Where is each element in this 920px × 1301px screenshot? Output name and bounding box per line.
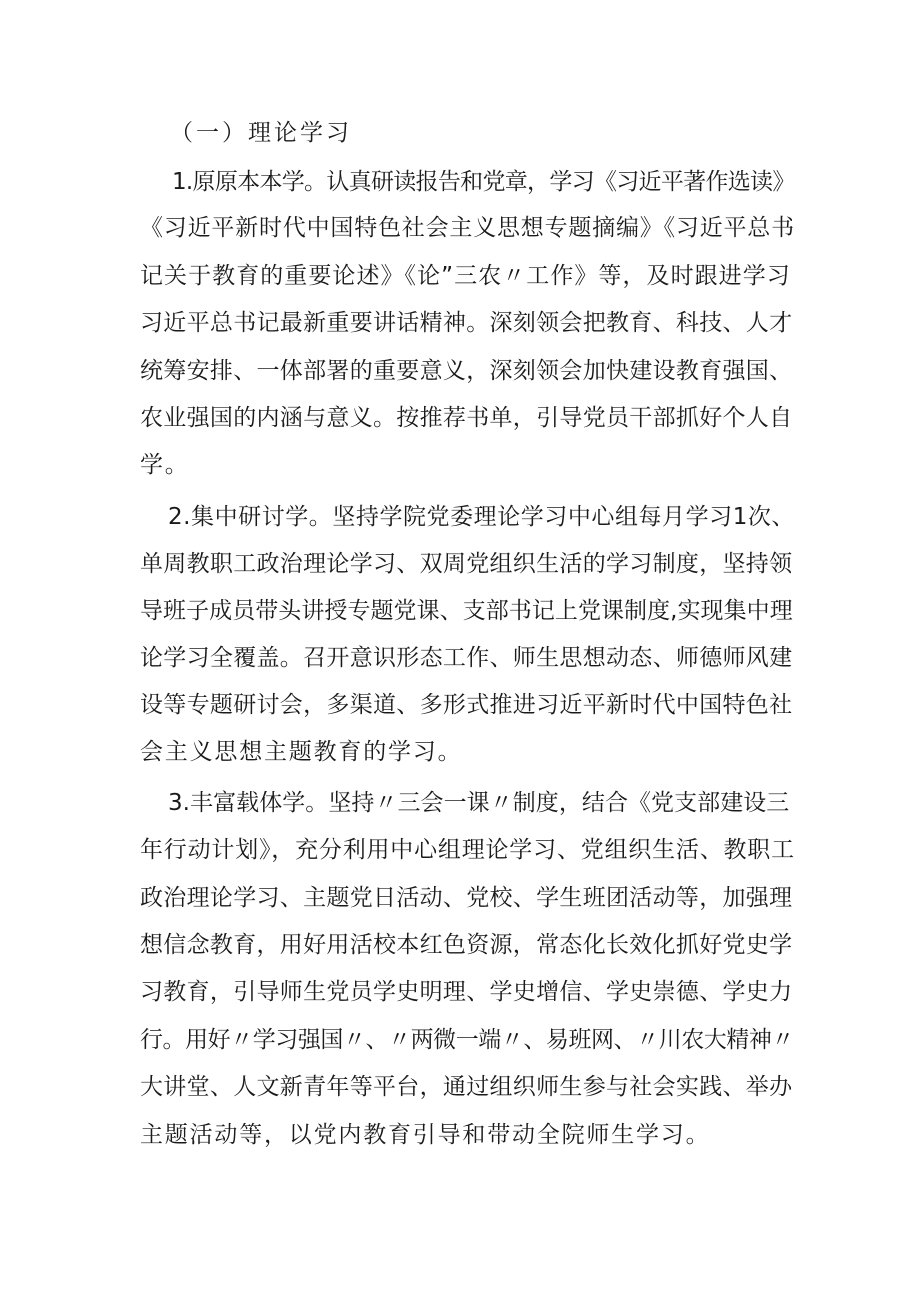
paragraph-line: 记关于教育的重要论述》《论”三农〃工作》等，及时跟进学习 xyxy=(140,263,791,289)
paragraph-line: 习教育，引导师生党员学史明理、学史增信、学史崇德、学史力 xyxy=(140,979,793,1005)
paragraph-line: 统筹安排、一体部署的重要意义，深刻领会加快建设教育强国、 xyxy=(140,358,793,384)
section-heading: （一）理论学习 xyxy=(170,120,352,146)
paragraph-line: 会主义思想主题教育的学习。 xyxy=(140,739,463,765)
paragraph-line: 农业强国的内涵与意义。按推荐书单，引导党员干部抓好个人自 xyxy=(140,405,793,431)
paragraph-line: 政治理论学习、主题党日活动、党校、学生班团活动等，加强理 xyxy=(140,885,793,911)
paragraph-line: 设等专题研讨会，多渠道、多形式推进习近平新时代中国特色社 xyxy=(140,692,793,718)
paragraph-line: 论学习全覆盖。召开意识形态工作、师生思想动态、师德师风建 xyxy=(140,645,793,671)
paragraph-line: 学。 xyxy=(140,452,190,478)
paragraph-line: 3.丰富载体学。坚持〃三会一课〃制度，结合《党支部建设三 xyxy=(168,790,790,816)
paragraph-line: 《习近平新时代中国特色社会主义思想专题摘编》《习近平总书 xyxy=(140,215,795,241)
paragraph-line: 习近平总书记最新重要讲话精神。深刻领会把教育、科技、人才 xyxy=(140,310,793,336)
paragraph-line: 导班子成员带头讲授专题党课、支部书记上党课制度,实现集中理 xyxy=(140,598,793,624)
paragraph-line: 行。用好〃学习强国〃、〃两微一端〃、易班网、〃川农大精神〃 xyxy=(140,1027,794,1053)
paragraph-line: 想信念教育，用好用活校本红色资源，常态化长效化抓好党史学 xyxy=(140,932,793,958)
paragraph-line: 大讲堂、人文新青年等平台，通过组织师生参与社会实践、举办 xyxy=(140,1074,793,1100)
paragraph-line: 2.集中研讨学。坚持学院党委理论学习中心组每月学习1次、 xyxy=(168,504,795,530)
paragraph-line: 主题活动等，以党内教育引导和带动全院师生学习。 xyxy=(140,1122,711,1148)
paragraph-line: 单周教职工政治理论学习、双周党组织生活的学习制度，坚持领 xyxy=(140,551,793,577)
paragraph-line: 年行动计划》，充分利用中心组理论学习、党组织生活、教职工 xyxy=(140,837,795,863)
paragraph-line: 1.原原本本学。认真研读报告和党章，学习《习近平著作选读》 xyxy=(172,169,795,195)
